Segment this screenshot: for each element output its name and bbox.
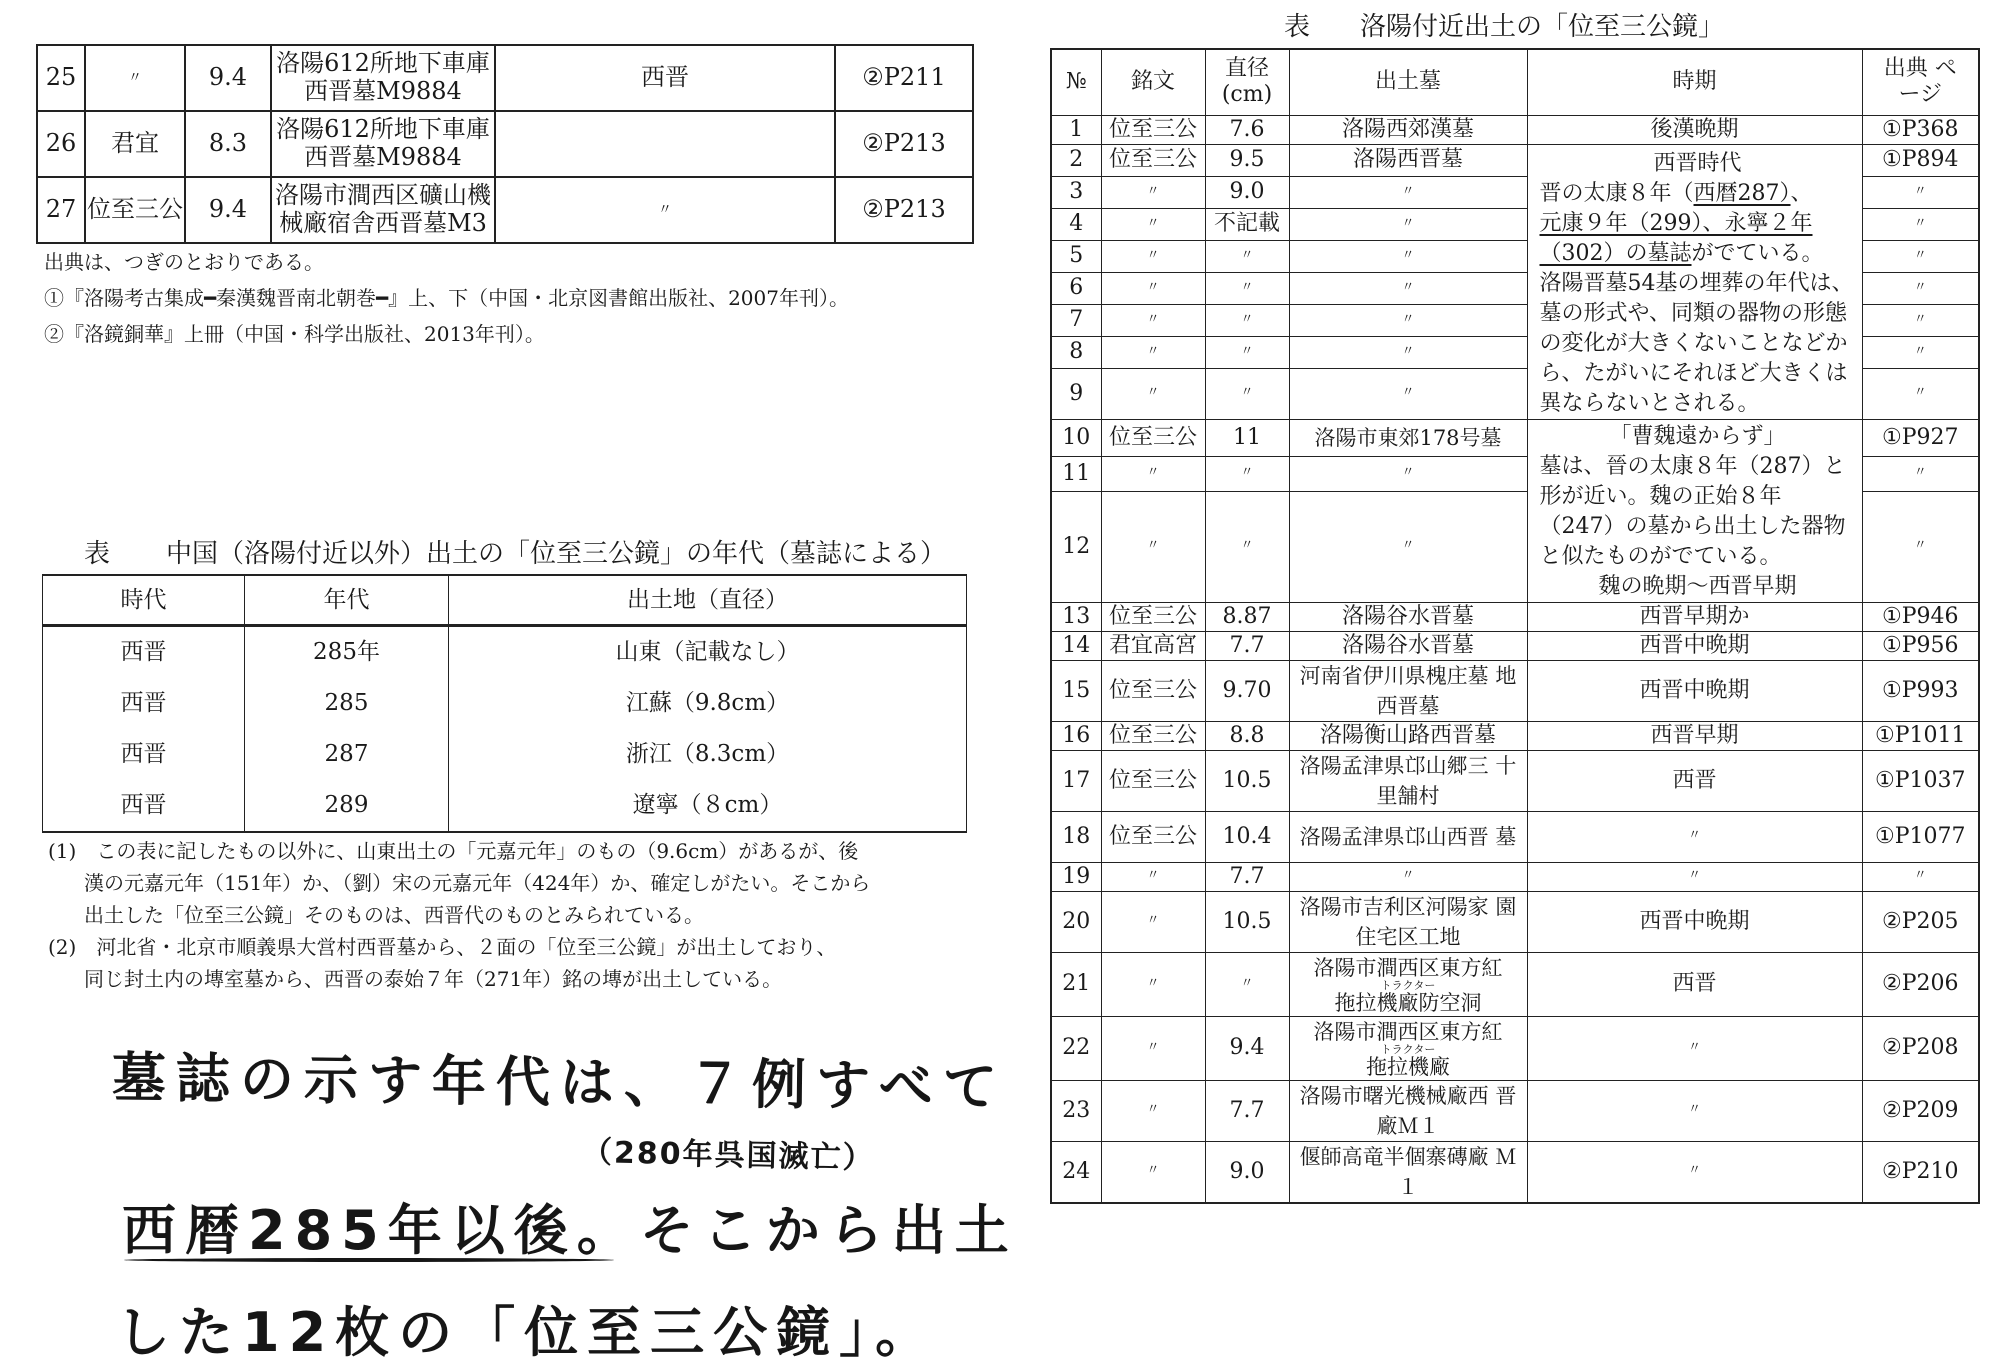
inscription-cell: 位至三公 (1101, 721, 1205, 750)
period-merged-note-b (1527, 419, 1862, 602)
table-row (1051, 862, 1979, 891)
tomb-cell: 洛陽孟津県邙山西晋 墓 (1289, 811, 1527, 862)
header-era: 時代 (43, 575, 245, 626)
diameter-cell: 〃 (1205, 368, 1289, 419)
source-cell: ②P210 (1862, 1141, 1979, 1203)
tomb-line: 拖拉機廠防空洞 (1334, 991, 1482, 1015)
period-cell: 西晋中晩期 (1527, 660, 1862, 721)
inscription-cell: 位至三公 (1101, 419, 1205, 456)
diameter-cell: 7.6 (1205, 115, 1289, 144)
period-cell: 〃 (1527, 1016, 1862, 1080)
table-row (1051, 419, 1979, 456)
source-cell: ①P1037 (1862, 750, 1979, 811)
row-number: 1 (1051, 115, 1101, 144)
place-cell: 山東（記載なし） (449, 626, 967, 679)
source-cell: ②P213 (835, 177, 973, 243)
diameter-cell: 9.5 (1205, 144, 1289, 176)
row-number: 6 (1051, 272, 1101, 304)
header-source: 出典 ページ (1862, 49, 1979, 115)
table-row (1051, 811, 1979, 862)
table-title-text: 洛陽付近出土の「位至三公鏡」 (1360, 12, 1725, 42)
diameter-cell: 不記載 (1205, 208, 1289, 240)
diameter-cell: 9.4 (1205, 1016, 1289, 1080)
tomb-cell: 〃 (1289, 240, 1527, 272)
year-cell: 285年 (245, 626, 449, 679)
source-cell: ②P209 (1862, 1080, 1979, 1141)
table-row (1051, 1016, 1979, 1080)
handwritten-line-3: した12枚の「位至三公鏡」。 (116, 1301, 939, 1364)
row-number: 7 (1051, 304, 1101, 336)
row-number: 18 (1051, 811, 1101, 862)
source-cell: ①P946 (1862, 602, 1979, 631)
header-place: 出土地（直径） (449, 575, 967, 626)
row-number: 26 (37, 111, 85, 177)
source-cell: 〃 (1862, 491, 1979, 602)
handwritten-note (111, 1040, 1018, 1370)
row-number: 17 (1051, 750, 1101, 811)
period-cell: 〃 (495, 177, 835, 243)
row-number: 22 (1051, 1016, 1101, 1080)
row-number: 15 (1051, 660, 1101, 721)
diameter-cell: 7.7 (1205, 1080, 1289, 1141)
period-note-body: 洛陽晋墓54基の埋葬の年代は、墓の形式や、同類の器物の形態の変化が大きくないことなどから、たがいにそれほど大きくは異ならないとされる。 (1539, 270, 1854, 416)
diameter-cell: 9.0 (1205, 1141, 1289, 1203)
row-number: 10 (1051, 419, 1101, 456)
tomb-cell (1289, 1016, 1527, 1080)
tomb-line: 洛陽市澗西区東方紅 (1313, 1020, 1503, 1044)
tomb-cell: 洛陽谷水晋墓 (1289, 602, 1527, 631)
table-row (43, 780, 967, 832)
inscription-cell: 〃 (1101, 1016, 1205, 1080)
table-row (1051, 115, 1979, 144)
epitaph-underlined: （302）の墓誌 (1539, 240, 1692, 266)
tomb-cell: 洛陽孟津県邙山郷三 十里舗村 (1289, 750, 1527, 811)
period-cell: 〃 (1527, 811, 1862, 862)
footnote-line: (1) この表に記したもの以外に、山東出土の「元嘉元年」のもの（9.6cm）があるが、後 (48, 839, 859, 863)
era-cell: 西晋 (43, 729, 245, 780)
handwritten-underline (124, 1258, 614, 1262)
inscription-cell: 〃 (1101, 891, 1205, 952)
diameter-cell: 〃 (1205, 272, 1289, 304)
source-cell: 〃 (1862, 304, 1979, 336)
furigana: トラクター (1380, 1043, 1436, 1056)
diameter-cell: 〃 (1205, 304, 1289, 336)
period-cell: 西晋早期か (1527, 602, 1862, 631)
tomb-cell: 洛陽市東郊178号墓 (1289, 419, 1527, 456)
inscription-cell: 〃 (85, 45, 185, 111)
period-cell: 〃 (1527, 1080, 1862, 1141)
inscription-cell: 〃 (1101, 304, 1205, 336)
tomb-line: 拖拉機廠 (1366, 1055, 1450, 1079)
diameter-cell: 〃 (1205, 491, 1289, 602)
row-number: 27 (37, 177, 85, 243)
diameter-cell: 9.0 (1205, 176, 1289, 208)
diameter-cell: 11 (1205, 419, 1289, 456)
diameter-cell: 10.4 (1205, 811, 1289, 862)
diameter-cell: 7.7 (1205, 862, 1289, 891)
source-cell: ①P1077 (1862, 811, 1979, 862)
epitaph-text: がでている。 (1691, 240, 1824, 266)
inscription-cell: 〃 (1101, 456, 1205, 491)
row-number: 4 (1051, 208, 1101, 240)
table-row (1051, 721, 1979, 750)
furigana: トラクター (1380, 979, 1436, 992)
diameter-cell: 〃 (1205, 240, 1289, 272)
tomb-cell: 偃師高竜半個寨磚廠 Ｍ１ (1289, 1141, 1527, 1203)
footnote-continuation: 漢の元嘉元年（151年）か、（劉）宋の元嘉元年（424年）か、確定しがたい。そこから (84, 871, 871, 895)
source-cell: ②P213 (835, 111, 973, 177)
tomb-cell: 洛陽612所地下車庫 西晋墓M9884 (271, 111, 495, 177)
source-cell: ①P894 (1862, 144, 1979, 176)
period-tail: 魏の晩期～西晋早期 (1598, 573, 1797, 599)
period-cell: 西晋 (1527, 952, 1862, 1016)
row-number: 8 (1051, 336, 1101, 368)
source-cell: 〃 (1862, 272, 1979, 304)
source-cell: ②P211 (835, 45, 973, 111)
tomb-cell (1289, 952, 1527, 1016)
row-number: 12 (1051, 491, 1101, 602)
table-row (43, 678, 967, 729)
source-cell: 〃 (1862, 176, 1979, 208)
inscription-cell: 位至三公 (85, 177, 185, 243)
table-row (1051, 602, 1979, 631)
tomb-cell: 洛陽市吉利区河陽家 園住宅区工地 (1289, 891, 1527, 952)
diameter-cell: 9.4 (185, 177, 271, 243)
source-cell: 〃 (1862, 456, 1979, 491)
period-quote: 「曹魏遠からず」 (1609, 423, 1786, 449)
tomb-cell: 〃 (1289, 208, 1527, 240)
source-cell: 〃 (1862, 862, 1979, 891)
diameter-cell: 〃 (1205, 336, 1289, 368)
source-cell: 〃 (1862, 368, 1979, 419)
source-cell: ①P956 (1862, 631, 1979, 660)
table-row (1051, 1141, 1979, 1203)
epitaph-text: 、 (1790, 180, 1813, 206)
inscription-cell: 〃 (1101, 176, 1205, 208)
epitaph-text: 晋の太康８年（ (1539, 180, 1694, 206)
tomb-cell: 〃 (1289, 272, 1527, 304)
tomb-cell: 洛陽市曙光機械廠西 晋廠Ｍ１ (1289, 1080, 1527, 1141)
place-cell: 遼寧（８cm） (449, 780, 967, 832)
handwritten-line-2: 西暦285年以後。そこから出土 (122, 1199, 1018, 1262)
tomb-cell: 〃 (1289, 456, 1527, 491)
diameter-cell: 10.5 (1205, 891, 1289, 952)
period-cell: 〃 (1527, 1141, 1862, 1203)
year-cell: 285 (245, 678, 449, 729)
inscription-cell: 位至三公 (1101, 144, 1205, 176)
place-cell: 浙江（8.3cm） (449, 729, 967, 780)
row-number: 11 (1051, 456, 1101, 491)
header-period: 時期 (1527, 49, 1862, 115)
inscription-cell: 〃 (1101, 952, 1205, 1016)
row-number: 23 (1051, 1080, 1101, 1141)
row-number: 14 (1051, 631, 1101, 660)
row-number: 21 (1051, 952, 1101, 1016)
inscription-cell: 〃 (1101, 336, 1205, 368)
table-title-text: 中国（洛陽付近以外）出土の「位至三公鏡」の年代（墓誌による） (166, 539, 947, 569)
inscription-cell: 〃 (1101, 491, 1205, 602)
inscription-cell: 位至三公 (1101, 750, 1205, 811)
source-cell: 〃 (1862, 208, 1979, 240)
luoyang-mirror-table (1050, 48, 1980, 1204)
period-cell: 〃 (1527, 862, 1862, 891)
tomb-cell: 洛陽市澗西区礦山機 械廠宿舎西晋墓M3 (271, 177, 495, 243)
table-row (37, 111, 973, 177)
era-table-header (43, 575, 967, 626)
diameter-cell: 9.4 (185, 45, 271, 111)
tomb-cell: 洛陽西晋墓 (1289, 144, 1527, 176)
note-source-2: ②『洛鏡銅華』上冊（中国・科学出版社、2013年刊）。 (44, 322, 545, 346)
row-number: 16 (1051, 721, 1101, 750)
source-notes (44, 244, 984, 352)
period-heading: 西晋時代 (1653, 150, 1742, 176)
source-cell: ②P205 (1862, 891, 1979, 952)
tomb-cell: 洛陽西郊漢墓 (1289, 115, 1527, 144)
table-row (1051, 631, 1979, 660)
row-number: 13 (1051, 602, 1101, 631)
epitaph-underlined: 元康９年（299）、永寧２年 (1539, 210, 1813, 236)
row-number: 5 (1051, 240, 1101, 272)
table-row (1051, 891, 1979, 952)
footnote-continuation: 出土した「位至三公鏡」そのものは、西晋代のものとみられている。 (84, 903, 704, 927)
header-no: № (1051, 49, 1101, 115)
period-note-body: 墓は、晉の太康８年（287）と形が近い。魏の正始８年（247）の墓から出土した器物と似たものがでている。 (1539, 453, 1846, 569)
header-year: 年代 (245, 575, 449, 626)
table-row (37, 177, 973, 243)
table-label: 表 (84, 539, 111, 569)
inscription-cell: 〃 (1101, 368, 1205, 419)
tomb-cell: 〃 (1289, 336, 1527, 368)
inscription-cell: 〃 (1101, 1141, 1205, 1203)
row-number: 20 (1051, 891, 1101, 952)
table-row (1051, 144, 1979, 176)
source-cell: 〃 (1862, 240, 1979, 272)
row-number: 9 (1051, 368, 1101, 419)
row-number: 25 (37, 45, 85, 111)
row-number: 3 (1051, 176, 1101, 208)
source-cell: ②P208 (1862, 1016, 1979, 1080)
source-cell: ②P206 (1862, 952, 1979, 1016)
tomb-cell: 〃 (1289, 304, 1527, 336)
tomb-cell: 〃 (1289, 862, 1527, 891)
period-cell: 西晋中晩期 (1527, 891, 1862, 952)
period-cell: 西晋早期 (1527, 721, 1862, 750)
era-cell: 西晋 (43, 780, 245, 832)
header-inscription: 銘文 (1101, 49, 1205, 115)
inscription-cell: 〃 (1101, 272, 1205, 304)
inscription-cell: 位至三公 (1101, 811, 1205, 862)
notes-intro: 出典は、つぎのとおりである。 (44, 250, 324, 274)
diameter-cell: 8.8 (1205, 721, 1289, 750)
inscription-cell: 君宜 (85, 111, 185, 177)
diameter-cell: 9.70 (1205, 660, 1289, 721)
year-cell: 287 (245, 729, 449, 780)
handwritten-line-1: 墓誌の示す年代は、７例すべて (111, 1046, 1008, 1119)
tomb-cell: 洛陽612所地下車庫 西晋墓M9884 (271, 45, 495, 111)
footnote-line: (2) 河北省・北京市順義県大営村西晋墓から、２面の「位至三公鏡」が出土しており、 (48, 935, 837, 959)
period-merged-note-a (1527, 144, 1862, 419)
note-source-1: ①『洛陽考古集成━秦漢魏晋南北朝巻━』上、下（中国・北京図書館出版社、2007年刊）。 (44, 286, 849, 310)
tomb-cell: 〃 (1289, 491, 1527, 602)
source-cell: ①P993 (1862, 660, 1979, 721)
table-row (37, 45, 973, 111)
table-row (43, 626, 967, 679)
diameter-cell: 〃 (1205, 456, 1289, 491)
epitaph-line-1 (1540, 179, 1856, 209)
table-label: 表 (1284, 12, 1311, 42)
mirror-table-header (1051, 49, 1979, 115)
diameter-cell: 7.7 (1205, 631, 1289, 660)
inscription-cell: 〃 (1101, 1080, 1205, 1141)
row-number: 24 (1051, 1141, 1101, 1203)
era-table-title (84, 533, 946, 570)
inscription-cell: 〃 (1101, 862, 1205, 891)
inscription-cell: 位至三公 (1101, 602, 1205, 631)
diameter-cell: 8.3 (185, 111, 271, 177)
period-cell (495, 111, 835, 177)
era-cell: 西晋 (43, 678, 245, 729)
table-row (1051, 660, 1979, 721)
header-diameter: 直径 (cm) (1205, 49, 1289, 115)
tomb-cell: 洛陽衡山路西晋墓 (1289, 721, 1527, 750)
handwritten-annotation: （280年呉国滅亡） (581, 1134, 875, 1177)
diameter-cell: 10.5 (1205, 750, 1289, 811)
era-cell: 西晋 (43, 626, 245, 679)
handwritten-emphasis: 西暦285年以後 (122, 1199, 577, 1262)
inscription-cell: 〃 (1101, 240, 1205, 272)
table-row (43, 729, 967, 780)
table-row (1051, 1080, 1979, 1141)
source-cell: ①P1011 (1862, 721, 1979, 750)
tomb-cell: 〃 (1289, 176, 1527, 208)
diameter-cell: 8.87 (1205, 602, 1289, 631)
inscription-cell: 位至三公 (1101, 115, 1205, 144)
tomb-line: 洛陽市澗西区東方紅 (1313, 956, 1503, 980)
table-row (1051, 952, 1979, 1016)
tomb-cell: 〃 (1289, 368, 1527, 419)
period-cell: 後漢晩期 (1527, 115, 1862, 144)
inscription-cell: 〃 (1101, 208, 1205, 240)
epitaph-line-2 (1540, 209, 1856, 239)
inscription-cell: 位至三公 (1101, 660, 1205, 721)
table-row (1051, 750, 1979, 811)
era-table-footnotes (48, 835, 988, 995)
tomb-cell: 洛陽谷水晋墓 (1289, 631, 1527, 660)
continued-mirror-table (36, 44, 974, 244)
source-cell: ①P368 (1862, 115, 1979, 144)
period-cell: 西晋 (495, 45, 835, 111)
source-cell: ①P927 (1862, 419, 1979, 456)
inscription-cell: 君宜高宮 (1101, 631, 1205, 660)
tomb-cell: 河南省伊川県槐庄墓 地西晋墓 (1289, 660, 1527, 721)
year-cell: 289 (245, 780, 449, 832)
epitaph-underlined: 西暦287） (1693, 180, 1791, 206)
period-cell: 西晋 (1527, 750, 1862, 811)
header-tomb: 出土墓 (1289, 49, 1527, 115)
row-number: 19 (1051, 862, 1101, 891)
source-cell: 〃 (1862, 336, 1979, 368)
period-cell: 西晋中晩期 (1527, 631, 1862, 660)
epitaph-line-3 (1540, 239, 1856, 269)
place-cell: 江蘇（9.8cm） (449, 678, 967, 729)
era-table (42, 574, 967, 833)
diameter-cell: 〃 (1205, 952, 1289, 1016)
row-number: 2 (1051, 144, 1101, 176)
footnote-continuation: 同じ封土内の塼室墓から、西晋の泰始７年（271年）銘の塼が出土している。 (84, 967, 783, 991)
mirror-table-title (1284, 6, 1724, 43)
